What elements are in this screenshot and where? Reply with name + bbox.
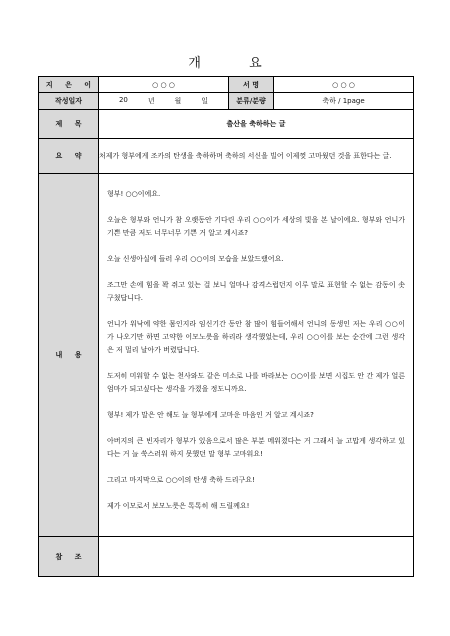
content-paragraph: 제가 이모로서 보모노릇은 톡톡히 해 드릴께요! xyxy=(107,502,250,510)
content-paragraph: 조그만 손에 힘을 꽉 쥐고 있는 걸 보니 얼마나 감격스럽던지 이루 말로 표현할 수 없는 감동이 솟구쳤답니다. xyxy=(107,281,405,302)
content-paragraph: 그리고 마지막으로 ○○이의 탄생 축하 드리구요! xyxy=(107,476,255,484)
content-paragraph: 도저히 미워할 수 없는 천사와도 같은 미소로 나를 바라보는 ○○이를 보면 시집도 안 간 제가 얼른 엄마가 되고싶다는 생각을 가졌을 정도니까요. xyxy=(107,372,405,393)
date-day: 일 xyxy=(201,97,208,105)
summary-label: 요 약 xyxy=(39,139,99,174)
summary-form xyxy=(38,76,414,577)
reference-value[interactable] xyxy=(99,537,414,577)
date-label: 작성일자 xyxy=(39,93,99,110)
author-label: 지 은 이 xyxy=(39,77,99,93)
content-body[interactable] xyxy=(99,174,414,537)
content-label: 내 용 xyxy=(39,174,99,537)
content-paragraph: 오늘은 형부와 언니가 참 오랫동안 기다린 우리 ○○이가 세상의 빛을 본 날이에요. 형부와 언니가 기쁜 만큼 저도 너무너무 기쁜 거 알고 계시죠? xyxy=(107,216,405,237)
signature-value[interactable]: ○ ○ ○ xyxy=(274,77,414,93)
content-paragraph: 아버지의 큰 빈자리가 형부가 있음으로서 많은 부분 메워졌다는 거 그래서 늘 고맙게 생각하고 있다는 거 늘 쑥스러워 하지 못했던 말 형부 고마워요! xyxy=(107,437,405,458)
author-value[interactable]: ○ ○ ○ xyxy=(99,77,229,93)
subject-value[interactable]: 출산을 축하하는 글 xyxy=(99,110,414,139)
date-value[interactable] xyxy=(99,93,229,110)
content-paragraph: 오늘 신생아실에 들러 우리 ○○이의 모습을 보았드랬어요. xyxy=(107,255,284,263)
date-year-unit: 년 xyxy=(147,97,155,105)
date-month: 월 xyxy=(174,97,182,105)
signature-label: 서 명 xyxy=(229,77,274,93)
content-paragraph: 형부! 제가 말은 안 해도 늘 형부에게 고마운 마음인 거 알고 계시죠? xyxy=(107,411,314,419)
date-year: 20 xyxy=(118,96,128,104)
summary-value[interactable]: 처제가 형부에게 조카의 탄생을 축하하며 축하의 서신을 빌어 이제껏 고마웠던 것을 표한다는 글. xyxy=(99,139,414,174)
content-paragraph: 언니가 워낙에 약한 몸인지라 임신기간 동안 참 많이 힘들어해서 언니의 동생인 저는 우리 ○○이가 나오기만 하면 고약한 이모노릇을 하리라 생각했었는데, 우리 ○○이를 보는 순간에 그런 생각은 저 멀리 날아가 버렸답니다. xyxy=(107,320,405,354)
content-paragraph: 형부! ○○이에요. xyxy=(107,190,161,198)
page-title: 개 요 xyxy=(188,56,284,71)
subject-label: 제 목 xyxy=(39,110,99,139)
reference-label: 참 조 xyxy=(39,537,99,577)
category-value[interactable]: 축하 / 1page xyxy=(274,93,414,110)
category-label: 분류/분량 xyxy=(229,93,274,110)
